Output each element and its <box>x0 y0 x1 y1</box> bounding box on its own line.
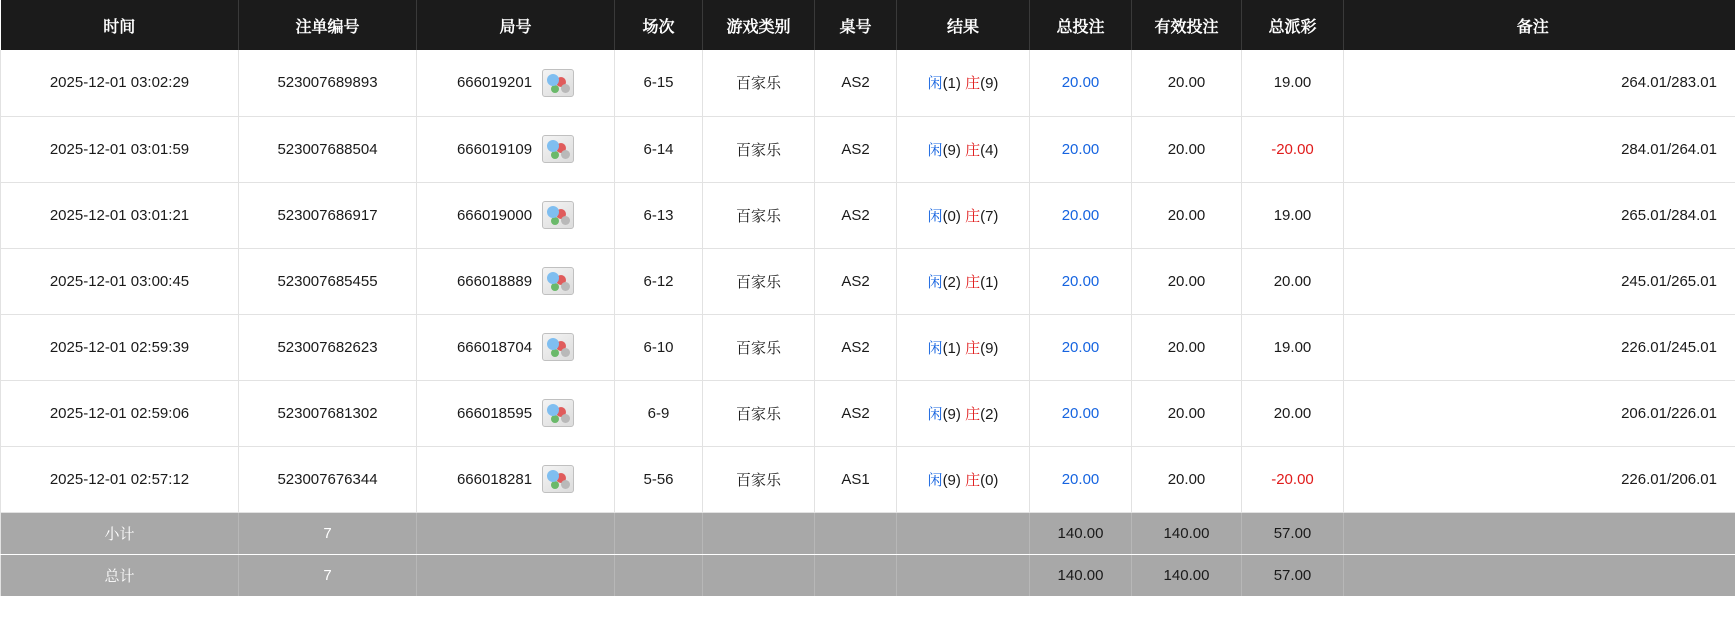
cell-time: 2025-12-01 02:57:12 <box>1 446 239 512</box>
result-player-label: 闲 <box>927 339 943 357</box>
cell-game-type: 百家乐 <box>703 116 815 182</box>
grandtotal-label: 总计 <box>1 554 239 596</box>
result-banker-label: 庄 <box>965 471 981 489</box>
grandtotal-valid-bet: 140.00 <box>1132 554 1242 596</box>
cell-result <box>897 446 1030 512</box>
cell-valid-bet: 20.00 <box>1132 182 1242 248</box>
subtotal-label: 小计 <box>1 512 239 554</box>
result-player-value: (9) <box>942 141 961 159</box>
result-player-value: (0) <box>942 207 961 225</box>
table-row[interactable] <box>1 380 1735 446</box>
table-body <box>1 50 1735 596</box>
subtotal-round-no <box>417 512 615 554</box>
grandtotal-remark <box>1344 554 1735 596</box>
cell-session: 5-56 <box>615 446 703 512</box>
cell-table-no: AS2 <box>815 116 897 182</box>
table-row[interactable] <box>1 248 1735 314</box>
result-player-label: 闲 <box>927 75 943 93</box>
subtotal-game-type <box>703 512 815 554</box>
subtotal-table-no <box>815 512 897 554</box>
cell-time: 2025-12-01 03:02:29 <box>1 50 239 116</box>
cell-total-payout: 20.00 <box>1242 380 1344 446</box>
subtotal-count: 7 <box>239 512 417 554</box>
cell-order-no: 523007688504 <box>239 116 417 182</box>
subtotal-remark <box>1344 512 1735 554</box>
cell-session: 6-13 <box>615 182 703 248</box>
cell-round-no <box>417 248 615 314</box>
grandtotal-table-no <box>815 554 897 596</box>
cards-icon[interactable] <box>542 135 574 163</box>
result-banker-value: (4) <box>980 141 999 159</box>
cell-round-no <box>417 314 615 380</box>
round-no-text: 666019000 <box>456 206 533 224</box>
grandtotal-total-bet: 140.00 <box>1030 554 1132 596</box>
cell-round-no <box>417 182 615 248</box>
result-banker-value: (9) <box>980 339 999 357</box>
table-row[interactable] <box>1 116 1735 182</box>
table-header <box>1 0 1735 50</box>
grandtotal-round-no <box>417 554 615 596</box>
cards-icon[interactable] <box>542 267 574 295</box>
subtotal-total-payout: 57.00 <box>1242 512 1344 554</box>
cell-valid-bet: 20.00 <box>1132 116 1242 182</box>
subtotal-result <box>897 512 1030 554</box>
cards-icon[interactable] <box>542 201 574 229</box>
result-banker-label: 庄 <box>965 75 981 93</box>
subtotal-session <box>615 512 703 554</box>
cell-game-type: 百家乐 <box>703 446 815 512</box>
cell-table-no: AS2 <box>815 182 897 248</box>
cards-icon[interactable] <box>542 465 574 493</box>
table-row[interactable] <box>1 182 1735 248</box>
result-banker-label: 庄 <box>965 339 981 357</box>
cell-table-no: AS2 <box>815 248 897 314</box>
grandtotal-count: 7 <box>239 554 417 596</box>
cell-total-bet[interactable]: 20.00 <box>1030 50 1132 116</box>
column-header-table-no[interactable]: 桌号 <box>815 0 897 50</box>
grandtotal-session <box>615 554 703 596</box>
cell-order-no: 523007681302 <box>239 380 417 446</box>
cell-time: 2025-12-01 03:00:45 <box>1 248 239 314</box>
cell-result <box>897 50 1030 116</box>
cell-table-no: AS2 <box>815 380 897 446</box>
result-banker-value: (2) <box>980 405 999 423</box>
cell-valid-bet: 20.00 <box>1132 446 1242 512</box>
result-player-value: (1) <box>942 339 961 357</box>
cell-valid-bet: 20.00 <box>1132 50 1242 116</box>
round-no-text: 666019109 <box>456 140 533 158</box>
cell-remark: 265.01/284.01 <box>1344 182 1735 248</box>
round-no-text: 666019201 <box>456 74 533 92</box>
table-row[interactable] <box>1 50 1735 116</box>
cell-round-no <box>417 50 615 116</box>
column-header-time[interactable]: 时间 <box>1 0 239 50</box>
cell-result <box>897 314 1030 380</box>
cell-total-payout: 19.00 <box>1242 182 1344 248</box>
result-banker-value: (0) <box>980 471 999 489</box>
cell-session: 6-9 <box>615 380 703 446</box>
cell-time: 2025-12-01 02:59:06 <box>1 380 239 446</box>
column-header-game-type[interactable]: 游戏类别 <box>703 0 815 50</box>
cell-game-type: 百家乐 <box>703 314 815 380</box>
cell-result <box>897 116 1030 182</box>
cell-result <box>897 380 1030 446</box>
cell-total-bet[interactable]: 20.00 <box>1030 182 1132 248</box>
column-header-total-bet[interactable]: 总投注 <box>1030 0 1132 50</box>
cell-total-bet[interactable]: 20.00 <box>1030 314 1132 380</box>
cell-total-bet[interactable]: 20.00 <box>1030 248 1132 314</box>
result-player-value: (9) <box>942 471 961 489</box>
grandtotal-game-type <box>703 554 815 596</box>
cell-total-payout: 20.00 <box>1242 248 1344 314</box>
cell-session: 6-10 <box>615 314 703 380</box>
result-banker-value: (1) <box>980 273 999 291</box>
cell-remark: 284.01/264.01 <box>1344 116 1735 182</box>
cell-table-no: AS2 <box>815 50 897 116</box>
column-header-session[interactable]: 场次 <box>615 0 703 50</box>
subtotal-valid-bet: 140.00 <box>1132 512 1242 554</box>
cell-remark: 206.01/226.01 <box>1344 380 1735 446</box>
cell-total-bet[interactable]: 20.00 <box>1030 116 1132 182</box>
cell-remark: 226.01/245.01 <box>1344 314 1735 380</box>
cell-order-no: 523007689893 <box>239 50 417 116</box>
grandtotal-row <box>1 554 1735 596</box>
result-banker-label: 庄 <box>965 207 981 225</box>
cell-session: 6-12 <box>615 248 703 314</box>
round-no-text: 666018704 <box>456 338 533 356</box>
cell-game-type: 百家乐 <box>703 50 815 116</box>
cell-valid-bet: 20.00 <box>1132 248 1242 314</box>
cell-time: 2025-12-01 03:01:21 <box>1 182 239 248</box>
result-player-label: 闲 <box>927 273 943 291</box>
cell-order-no: 523007682623 <box>239 314 417 380</box>
result-player-label: 闲 <box>927 141 943 159</box>
cell-session: 6-14 <box>615 116 703 182</box>
table-row[interactable] <box>1 446 1735 512</box>
column-header-result[interactable]: 结果 <box>897 0 1030 50</box>
cell-total-bet[interactable]: 20.00 <box>1030 446 1132 512</box>
cell-time: 2025-12-01 03:01:59 <box>1 116 239 182</box>
result-banker-label: 庄 <box>965 273 981 291</box>
cell-remark: 245.01/265.01 <box>1344 248 1735 314</box>
round-no-text: 666018595 <box>456 404 533 422</box>
subtotal-total-bet: 140.00 <box>1030 512 1132 554</box>
cards-icon[interactable] <box>542 69 574 97</box>
cell-table-no: AS1 <box>815 446 897 512</box>
result-banker-value: (9) <box>980 75 999 93</box>
cell-session: 6-15 <box>615 50 703 116</box>
cell-remark: 264.01/283.01 <box>1344 50 1735 116</box>
cell-round-no <box>417 380 615 446</box>
cell-valid-bet: 20.00 <box>1132 380 1242 446</box>
cell-time: 2025-12-01 02:59:39 <box>1 314 239 380</box>
cell-round-no <box>417 446 615 512</box>
cell-game-type: 百家乐 <box>703 248 815 314</box>
cell-order-no: 523007685455 <box>239 248 417 314</box>
result-player-value: (9) <box>942 405 961 423</box>
cell-valid-bet: 20.00 <box>1132 314 1242 380</box>
result-player-label: 闲 <box>927 207 943 225</box>
grandtotal-total-payout: 57.00 <box>1242 554 1344 596</box>
column-header-valid-bet[interactable]: 有效投注 <box>1132 0 1242 50</box>
cell-game-type: 百家乐 <box>703 380 815 446</box>
cell-order-no: 523007676344 <box>239 446 417 512</box>
cell-total-payout: -20.00 <box>1242 116 1344 182</box>
grandtotal-result <box>897 554 1030 596</box>
cards-icon[interactable] <box>542 399 574 427</box>
cell-table-no: AS2 <box>815 314 897 380</box>
cell-remark: 226.01/206.01 <box>1344 446 1735 512</box>
round-no-text: 666018889 <box>456 272 533 290</box>
table-header-row <box>1 0 1735 50</box>
result-player-value: (2) <box>942 273 961 291</box>
table-row[interactable] <box>1 314 1735 380</box>
cell-order-no: 523007686917 <box>239 182 417 248</box>
cell-game-type: 百家乐 <box>703 182 815 248</box>
subtotal-row <box>1 512 1735 554</box>
cell-result <box>897 248 1030 314</box>
column-header-remark[interactable]: 备注 <box>1344 0 1735 50</box>
result-player-label: 闲 <box>927 405 943 423</box>
column-header-order-no[interactable]: 注单编号 <box>239 0 417 50</box>
column-header-total-payout[interactable]: 总派彩 <box>1242 0 1344 50</box>
round-no-text: 666018281 <box>456 470 533 488</box>
cell-total-payout: -20.00 <box>1242 446 1344 512</box>
cell-round-no <box>417 116 615 182</box>
cards-icon[interactable] <box>542 333 574 361</box>
result-banker-label: 庄 <box>965 405 981 423</box>
result-player-value: (1) <box>942 75 961 93</box>
cell-result <box>897 182 1030 248</box>
result-player-label: 闲 <box>927 471 943 489</box>
cell-total-payout: 19.00 <box>1242 50 1344 116</box>
result-banker-value: (7) <box>980 207 999 225</box>
result-banker-label: 庄 <box>965 141 981 159</box>
column-header-round-no[interactable]: 局号 <box>417 0 615 50</box>
cell-total-payout: 19.00 <box>1242 314 1344 380</box>
cell-total-bet[interactable]: 20.00 <box>1030 380 1132 446</box>
